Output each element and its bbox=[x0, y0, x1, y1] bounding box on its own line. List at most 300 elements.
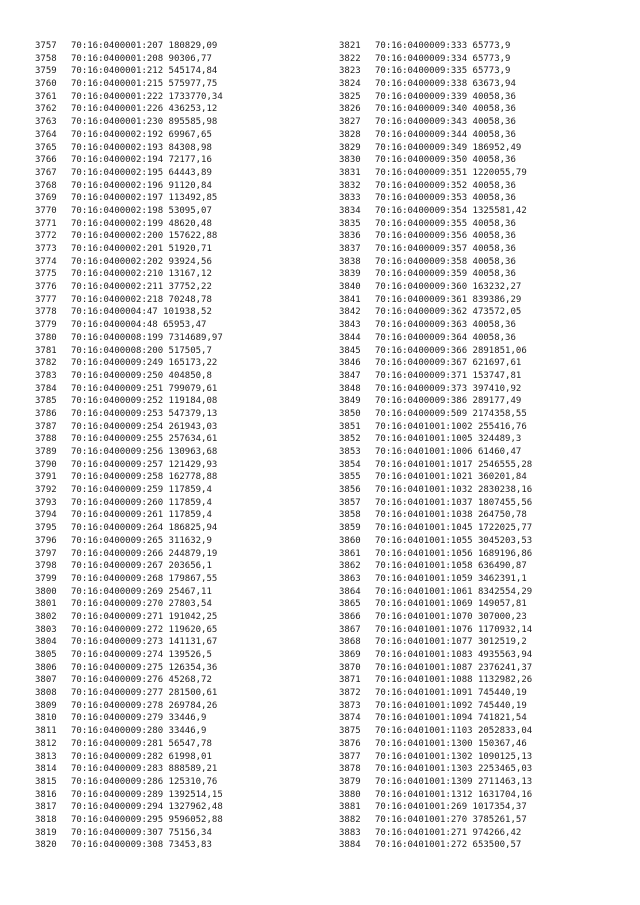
table-row bbox=[339, 421, 532, 434]
row-number: 3835 bbox=[339, 218, 361, 229]
table-row bbox=[35, 294, 223, 307]
left-column bbox=[35, 40, 223, 852]
cadastral-value: 121429,93 bbox=[168, 459, 218, 470]
table-row bbox=[339, 167, 532, 180]
row-number: 3856 bbox=[339, 485, 361, 496]
cadastral-value: 84308,98 bbox=[168, 142, 212, 153]
cadastral-number: 70:16:0400009:256 bbox=[71, 447, 164, 457]
row-number: 3858 bbox=[339, 510, 361, 521]
row-number: 3767 bbox=[35, 167, 57, 178]
cadastral-number: 70:16:0401001:1038 bbox=[375, 510, 473, 521]
table-row bbox=[339, 154, 532, 167]
cadastral-number: 70:16:0400009:276 bbox=[71, 675, 164, 686]
table-row bbox=[35, 53, 223, 66]
cadastral-value: 25467,11 bbox=[168, 586, 212, 597]
cadastral-value: 37752,22 bbox=[168, 282, 212, 293]
row-number: 3868 bbox=[339, 637, 361, 648]
cadastral-number: 70:16:0400009:357 bbox=[375, 244, 468, 254]
cadastral-value: 40058,36 bbox=[472, 155, 516, 166]
row-number: 3780 bbox=[35, 332, 57, 343]
cadastral-value: 7314689,97 bbox=[168, 332, 223, 343]
table-row bbox=[35, 446, 223, 459]
cadastral-value: 141131,67 bbox=[168, 637, 218, 648]
table-row bbox=[35, 839, 223, 852]
cadastral-number: 70:16:0400001:215 bbox=[71, 79, 164, 90]
row-number: 3839 bbox=[339, 269, 361, 280]
row-number: 3796 bbox=[35, 535, 57, 546]
row-number: 3832 bbox=[339, 180, 361, 191]
row-number: 3854 bbox=[339, 459, 361, 470]
table-row bbox=[35, 509, 223, 522]
cadastral-value: 126354,36 bbox=[168, 662, 218, 673]
row-number: 3786 bbox=[35, 408, 57, 419]
cadastral-number: 70:16:0401001:1092 bbox=[375, 700, 473, 711]
cadastral-value: 255416,76 bbox=[477, 421, 527, 432]
cadastral-value: 65773,9 bbox=[472, 66, 511, 77]
table-row bbox=[339, 700, 532, 713]
table-row bbox=[339, 459, 532, 472]
cadastral-number: 70:16:0400009:264 bbox=[71, 523, 164, 534]
cadastral-value: 117859,4 bbox=[168, 485, 212, 496]
row-number: 3798 bbox=[35, 561, 57, 572]
row-number: 3847 bbox=[339, 370, 361, 381]
cadastral-number: 70:16:0400009:386 bbox=[375, 396, 468, 407]
table-row bbox=[35, 180, 223, 193]
cadastral-value: 636490,87 bbox=[477, 561, 527, 572]
cadastral-value: 40058,36 bbox=[472, 269, 516, 280]
row-number: 3819 bbox=[35, 827, 57, 838]
table-row bbox=[339, 725, 532, 738]
cadastral-number: 70:16:0400009:371 bbox=[375, 370, 468, 381]
cadastral-number: 70:16:0400008:199 bbox=[71, 332, 164, 343]
cadastral-value: 1631704,16 bbox=[477, 789, 533, 800]
table-row bbox=[339, 383, 532, 396]
table-row bbox=[35, 751, 223, 764]
cadastral-value: 839386,29 bbox=[472, 294, 522, 305]
table-row bbox=[35, 281, 223, 294]
cadastral-value: 119620,65 bbox=[168, 624, 218, 635]
table-row bbox=[35, 497, 223, 510]
row-number: 3762 bbox=[35, 104, 57, 115]
cadastral-value: 27803,54 bbox=[168, 599, 212, 610]
row-number: 3830 bbox=[339, 155, 361, 166]
right-column bbox=[339, 40, 532, 852]
table-row bbox=[339, 535, 532, 548]
cadastral-value: 72177,16 bbox=[168, 155, 212, 166]
cadastral-number: 70:16:0400009:338 bbox=[375, 79, 468, 90]
cadastral-number: 70:16:0400001:230 bbox=[71, 117, 164, 128]
cadastral-number: 70:16:0400009:344 bbox=[375, 129, 468, 140]
cadastral-value: 119184,08 bbox=[168, 396, 218, 407]
cadastral-value: 799079,61 bbox=[168, 383, 218, 394]
table-row bbox=[35, 763, 223, 776]
table-row bbox=[339, 116, 532, 129]
cadastral-number: 70:16:0400002:197 bbox=[71, 193, 164, 204]
cadastral-value: 13167,12 bbox=[168, 269, 212, 280]
cadastral-number: 70:16:0400009:339 bbox=[375, 91, 468, 102]
table-row bbox=[339, 446, 532, 459]
row-number: 3818 bbox=[35, 814, 57, 825]
cadastral-number: 70:16:0400009:279 bbox=[71, 713, 164, 724]
cadastral-number: 70:16:0400004:48 bbox=[71, 320, 158, 331]
cadastral-number: 70:16:0400002:202 bbox=[71, 256, 164, 267]
row-number: 3882 bbox=[339, 814, 361, 825]
cadastral-value: 2376241,37 bbox=[477, 662, 533, 673]
table-row bbox=[35, 154, 223, 167]
cadastral-number: 70:16:0400009:265 bbox=[71, 535, 164, 546]
row-number: 3849 bbox=[339, 396, 361, 407]
table-row bbox=[35, 230, 223, 243]
row-number: 3820 bbox=[35, 840, 57, 851]
cadastral-number: 70:16:0400009:258 bbox=[71, 472, 164, 483]
cadastral-value: 8342554,29 bbox=[477, 586, 533, 597]
row-number: 3857 bbox=[339, 497, 361, 508]
cadastral-number: 70:16:0401001:1070 bbox=[375, 611, 473, 622]
cadastral-value: 3785261,57 bbox=[472, 814, 527, 825]
cadastral-value: 203656,1 bbox=[168, 561, 212, 572]
row-number: 3871 bbox=[339, 675, 361, 686]
cadastral-value: 153747,81 bbox=[472, 370, 522, 381]
cadastral-value: 117859,4 bbox=[168, 497, 212, 508]
cadastral-number: 70:16:0401001:1021 bbox=[375, 472, 473, 483]
row-number: 3768 bbox=[35, 180, 57, 191]
cadastral-number: 70:16:0401001:1088 bbox=[375, 675, 473, 686]
table-row bbox=[339, 230, 532, 243]
table-row bbox=[35, 218, 223, 231]
table-row bbox=[339, 839, 532, 852]
table-row bbox=[35, 649, 223, 662]
table-row bbox=[339, 306, 532, 319]
cadastral-value: 73453,83 bbox=[168, 840, 212, 851]
table-row bbox=[339, 624, 532, 637]
cadastral-number: 70:16:0400009:278 bbox=[71, 700, 164, 711]
cadastral-number: 70:16:0400009:359 bbox=[375, 269, 468, 280]
cadastral-number: 70:16:0400009:250 bbox=[71, 370, 164, 381]
table-row bbox=[339, 408, 532, 421]
cadastral-value: 257634,61 bbox=[168, 434, 218, 445]
table-row bbox=[339, 103, 532, 116]
row-number: 3809 bbox=[35, 700, 57, 711]
table-row bbox=[339, 827, 532, 840]
row-number: 3816 bbox=[35, 789, 57, 800]
cadastral-value: 40058,36 bbox=[472, 193, 516, 204]
row-number: 3876 bbox=[339, 738, 361, 749]
row-number: 3867 bbox=[339, 624, 361, 635]
table-row bbox=[339, 548, 532, 561]
row-number: 3850 bbox=[339, 408, 361, 419]
cadastral-number: 70:16:0400001:208 bbox=[71, 53, 164, 64]
table-row bbox=[35, 319, 223, 332]
row-number: 3860 bbox=[339, 535, 361, 546]
table-row bbox=[339, 611, 532, 624]
cadastral-number: 70:16:0400009:253 bbox=[71, 408, 164, 419]
row-number: 3779 bbox=[35, 320, 57, 331]
cadastral-number: 70:16:0401001:1061 bbox=[375, 586, 473, 597]
row-number: 3884 bbox=[339, 840, 361, 851]
table-row bbox=[35, 471, 223, 484]
cadastral-number: 70:16:0400009:273 bbox=[71, 637, 164, 648]
cadastral-value: 436253,12 bbox=[168, 104, 218, 115]
cadastral-value: 130963,68 bbox=[168, 447, 218, 457]
row-number: 3880 bbox=[339, 789, 361, 800]
table-row bbox=[35, 573, 223, 586]
table-row bbox=[35, 167, 223, 180]
cadastral-number: 70:16:0400009:280 bbox=[71, 726, 164, 737]
cadastral-value: 101938,52 bbox=[163, 307, 212, 318]
table-row bbox=[35, 700, 223, 713]
row-number: 3840 bbox=[339, 282, 361, 293]
table-row bbox=[339, 776, 532, 789]
cadastral-number: 70:16:0400009:343 bbox=[375, 117, 468, 128]
cadastral-value: 4935563,94 bbox=[477, 650, 533, 660]
cadastral-number: 70:16:0400009:356 bbox=[375, 231, 468, 242]
table-row bbox=[35, 332, 223, 345]
row-number: 3814 bbox=[35, 764, 57, 775]
cadastral-value: 56547,78 bbox=[168, 738, 212, 749]
row-number: 3799 bbox=[35, 573, 57, 584]
cadastral-number: 70:16:0400009:366 bbox=[375, 345, 468, 356]
table-row bbox=[35, 560, 223, 573]
row-number: 3834 bbox=[339, 205, 361, 216]
cadastral-number: 70:16:0401001:1006 bbox=[375, 447, 473, 457]
row-number: 3811 bbox=[35, 726, 57, 737]
row-number: 3803 bbox=[35, 624, 57, 635]
row-number: 3843 bbox=[339, 320, 361, 331]
table-row bbox=[35, 205, 223, 218]
table-row bbox=[35, 383, 223, 396]
cadastral-value: 2711463,13 bbox=[477, 776, 533, 787]
cadastral-value: 741821,54 bbox=[477, 713, 527, 724]
row-number: 3783 bbox=[35, 370, 57, 381]
cadastral-value: 3462391,1 bbox=[477, 573, 527, 584]
cadastral-value: 307000,23 bbox=[477, 611, 527, 622]
cadastral-number: 70:16:0401001:1094 bbox=[375, 713, 473, 724]
cadastral-number: 70:16:0401001:269 bbox=[375, 802, 468, 813]
cadastral-number: 70:16:0400009:354 bbox=[375, 205, 468, 216]
cadastral-number: 70:16:0401001:1103 bbox=[375, 726, 473, 737]
cadastral-value: 53095,07 bbox=[168, 205, 212, 216]
cadastral-number: 70:16:0400009:249 bbox=[71, 358, 164, 369]
cadastral-number: 70:16:0400009:274 bbox=[71, 650, 164, 660]
cadastral-number: 70:16:0400009:360 bbox=[375, 282, 468, 293]
cadastral-value: 2891851,06 bbox=[472, 345, 527, 356]
cadastral-number: 70:16:0400002:218 bbox=[71, 294, 164, 305]
cadastral-value: 69967,65 bbox=[168, 129, 212, 140]
table-row bbox=[339, 662, 532, 675]
row-number: 3807 bbox=[35, 675, 57, 686]
table-row bbox=[35, 674, 223, 687]
cadastral-number: 70:16:0400002:198 bbox=[71, 205, 164, 216]
cadastral-value: 289177,49 bbox=[472, 396, 522, 407]
row-number: 3775 bbox=[35, 269, 57, 280]
cadastral-number: 70:16:0400009:353 bbox=[375, 193, 468, 204]
table-row bbox=[339, 345, 532, 358]
cadastral-number: 70:16:0401001:1083 bbox=[375, 650, 473, 660]
row-number: 3841 bbox=[339, 294, 361, 305]
table-row bbox=[339, 192, 532, 205]
cadastral-number: 70:16:0400001:207 bbox=[71, 41, 164, 51]
cadastral-value: 281500,61 bbox=[168, 688, 218, 699]
cadastral-number: 70:16:0401001:1058 bbox=[375, 561, 473, 572]
cadastral-value: 545174,84 bbox=[168, 66, 218, 77]
cadastral-value: 1327962,48 bbox=[168, 802, 223, 813]
row-number: 3870 bbox=[339, 662, 361, 673]
table-row bbox=[339, 751, 532, 764]
cadastral-value: 90306,77 bbox=[168, 53, 212, 64]
table-row bbox=[35, 776, 223, 789]
cadastral-number: 70:16:0401001:272 bbox=[375, 840, 468, 851]
cadastral-value: 40058,36 bbox=[472, 244, 516, 254]
cadastral-value: 40058,36 bbox=[472, 117, 516, 128]
row-number: 3865 bbox=[339, 599, 361, 610]
row-number: 3826 bbox=[339, 104, 361, 115]
row-number: 3794 bbox=[35, 510, 57, 521]
cadastral-value: 149057,81 bbox=[477, 599, 527, 610]
row-number: 3827 bbox=[339, 117, 361, 128]
cadastral-number: 70:16:0400009:286 bbox=[71, 776, 164, 787]
cadastral-value: 3012519,2 bbox=[477, 637, 527, 648]
table-row bbox=[35, 548, 223, 561]
cadastral-number: 70:16:0400002:194 bbox=[71, 155, 164, 166]
cadastral-number: 70:16:0400009:259 bbox=[71, 485, 164, 496]
table-row bbox=[339, 497, 532, 510]
row-number: 3813 bbox=[35, 751, 57, 762]
row-number: 3875 bbox=[339, 726, 361, 737]
cadastral-number: 70:16:0400009:308 bbox=[71, 840, 164, 851]
row-number: 3822 bbox=[339, 53, 361, 64]
cadastral-value: 473572,05 bbox=[472, 307, 522, 318]
cadastral-value: 70248,78 bbox=[168, 294, 212, 305]
cadastral-number: 70:16:0400009:282 bbox=[71, 751, 164, 762]
cadastral-value: 65773,9 bbox=[472, 41, 511, 51]
cadastral-value: 117859,4 bbox=[168, 510, 212, 521]
table-row bbox=[339, 78, 532, 91]
cadastral-value: 397410,92 bbox=[472, 383, 522, 394]
row-number: 3851 bbox=[339, 421, 361, 432]
cadastral-number: 70:16:0400009:362 bbox=[375, 307, 468, 318]
table-row bbox=[35, 78, 223, 91]
cadastral-value: 40058,36 bbox=[472, 129, 516, 140]
cadastral-value: 264750,78 bbox=[477, 510, 527, 521]
row-number: 3790 bbox=[35, 459, 57, 470]
table-row bbox=[339, 205, 532, 218]
cadastral-value: 179867,55 bbox=[168, 573, 218, 584]
cadastral-value: 191042,25 bbox=[168, 611, 218, 622]
cadastral-number: 70:16:0400009:277 bbox=[71, 688, 164, 699]
cadastral-number: 70:16:0400002:210 bbox=[71, 269, 164, 280]
row-number: 3838 bbox=[339, 256, 361, 267]
cadastral-number: 70:16:0400009:355 bbox=[375, 218, 468, 229]
table-row bbox=[35, 687, 223, 700]
cadastral-value: 2174358,55 bbox=[472, 408, 527, 419]
cadastral-number: 70:16:0400009:361 bbox=[375, 294, 468, 305]
table-row bbox=[35, 256, 223, 269]
cadastral-number: 70:16:0401001:1087 bbox=[375, 662, 473, 673]
cadastral-value: 45268,72 bbox=[168, 675, 212, 686]
cadastral-value: 113492,85 bbox=[168, 193, 218, 204]
cadastral-number: 70:16:0400009:267 bbox=[71, 561, 164, 572]
cadastral-value: 40058,36 bbox=[472, 218, 516, 229]
row-number: 3833 bbox=[339, 193, 361, 204]
cadastral-value: 9596052,88 bbox=[168, 814, 223, 825]
table-row bbox=[35, 801, 223, 814]
cadastral-number: 70:16:0400009:289 bbox=[71, 789, 164, 800]
cadastral-value: 139526,5 bbox=[168, 650, 212, 660]
row-number: 3800 bbox=[35, 586, 57, 597]
table-row bbox=[339, 471, 532, 484]
table-row bbox=[35, 408, 223, 421]
row-number: 3859 bbox=[339, 523, 361, 534]
cadastral-number: 70:16:0401001:1002 bbox=[375, 421, 473, 432]
table-row bbox=[35, 459, 223, 472]
row-number: 3764 bbox=[35, 129, 57, 140]
table-row bbox=[35, 103, 223, 116]
table-row bbox=[35, 814, 223, 827]
row-number: 3792 bbox=[35, 485, 57, 496]
row-number: 3777 bbox=[35, 294, 57, 305]
cadastral-value: 244879,19 bbox=[168, 548, 218, 559]
table-row bbox=[339, 332, 532, 345]
row-number: 3776 bbox=[35, 282, 57, 293]
row-number: 3802 bbox=[35, 611, 57, 622]
table-row bbox=[339, 674, 532, 687]
cadastral-number: 70:16:0400009:252 bbox=[71, 396, 164, 407]
cadastral-value: 40058,36 bbox=[472, 231, 516, 242]
table-row bbox=[339, 636, 532, 649]
row-number: 3773 bbox=[35, 244, 57, 254]
row-number: 3817 bbox=[35, 802, 57, 813]
cadastral-number: 70:16:0401001:1069 bbox=[375, 599, 473, 610]
cadastral-value: 40058,36 bbox=[472, 91, 516, 102]
cadastral-value: 33446,9 bbox=[168, 726, 207, 737]
row-number: 3864 bbox=[339, 586, 361, 597]
table-row bbox=[35, 484, 223, 497]
cadastral-value: 157622,88 bbox=[168, 231, 218, 242]
cadastral-value: 91120,84 bbox=[168, 180, 212, 191]
cadastral-value: 63673,94 bbox=[472, 79, 516, 90]
cadastral-value: 125310,76 bbox=[168, 776, 218, 787]
cadastral-value: 517505,7 bbox=[168, 345, 212, 356]
cadastral-value: 2830238,16 bbox=[477, 485, 533, 496]
cadastral-value: 150367,46 bbox=[477, 738, 527, 749]
table-row bbox=[339, 129, 532, 142]
table-row bbox=[339, 509, 532, 522]
cadastral-value: 1689196,86 bbox=[477, 548, 533, 559]
cadastral-number: 70:16:0401001:1059 bbox=[375, 573, 473, 584]
cadastral-value: 186952,49 bbox=[472, 142, 522, 153]
table-row bbox=[339, 395, 532, 408]
table-row bbox=[35, 142, 223, 155]
cadastral-value: 180829,09 bbox=[168, 41, 218, 51]
table-row bbox=[35, 827, 223, 840]
row-number: 3801 bbox=[35, 599, 57, 610]
table-row bbox=[35, 40, 223, 53]
row-number: 3848 bbox=[339, 383, 361, 394]
cadastral-number: 70:16:0400009:364 bbox=[375, 332, 468, 343]
table-row bbox=[339, 243, 532, 256]
cadastral-value: 269784,26 bbox=[168, 700, 218, 711]
row-number: 3855 bbox=[339, 472, 361, 483]
row-number: 3782 bbox=[35, 358, 57, 369]
cadastral-number: 70:16:0400001:222 bbox=[71, 91, 164, 102]
row-number: 3878 bbox=[339, 764, 361, 775]
cadastral-number: 70:16:0400009:255 bbox=[71, 434, 164, 445]
table-row bbox=[35, 306, 223, 319]
table-row bbox=[35, 357, 223, 370]
cadastral-number: 70:16:0400009:358 bbox=[375, 256, 468, 267]
row-number: 3877 bbox=[339, 751, 361, 762]
row-number: 3787 bbox=[35, 421, 57, 432]
